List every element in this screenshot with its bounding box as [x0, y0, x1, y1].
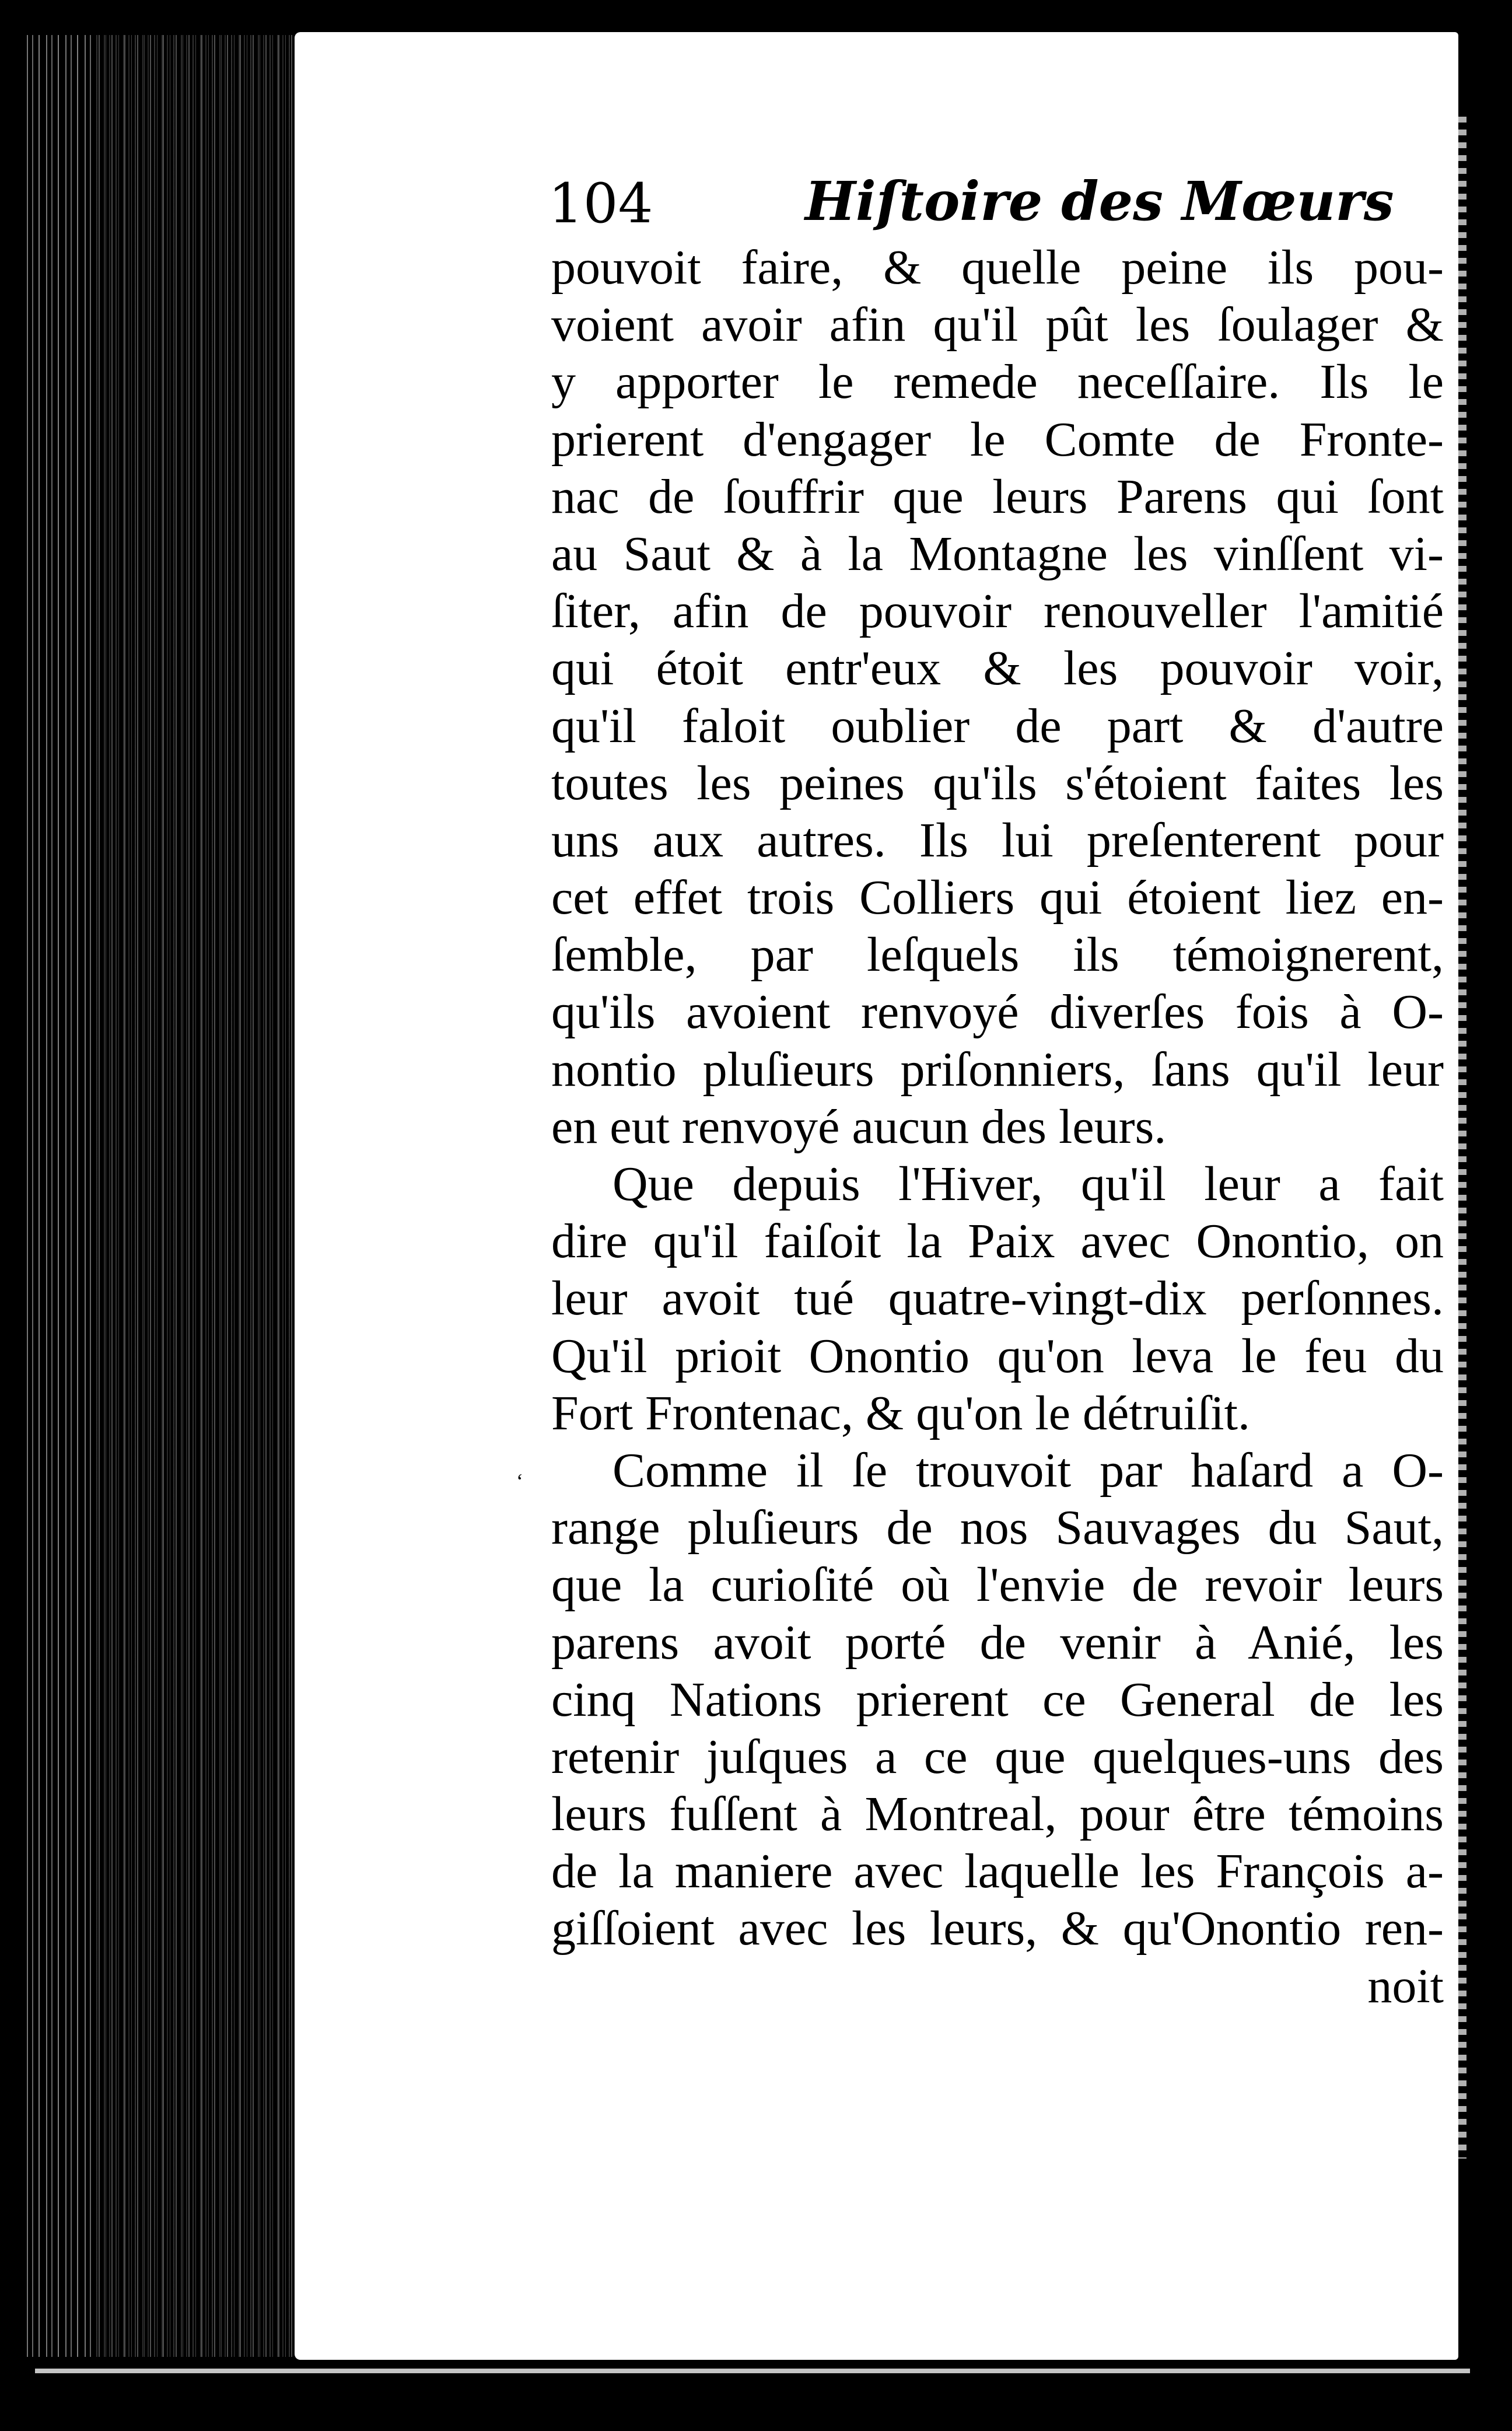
- text-line: ſemble, par leſquels ils témoignerent,: [551, 928, 1444, 982]
- text-line: Fort Frontenac, & qu'on le détruiſit.: [551, 1386, 1250, 1440]
- text-line: pouvoit faire, & quelle peine ils pou-: [551, 240, 1444, 295]
- text-line: uns aux autres. Ils lui preſenterent pour: [551, 813, 1444, 868]
- text-line: de la maniere avec laquelle les François a-: [551, 1844, 1444, 1899]
- text-line: range pluſieurs de nos Sauvages du Saut,: [551, 1500, 1444, 1555]
- text-line: en eut renvoyé aucun des leurs.: [551, 1099, 1167, 1154]
- text-line: Qu'il prioit Onontio qu'on leva le feu du: [551, 1328, 1444, 1383]
- text-line: qui étoit entr'eux & les pouvoir voir,: [551, 641, 1444, 696]
- text-line: cet effet trois Colliers qui étoient liez en-: [551, 870, 1444, 925]
- text-line: qu'ils avoient renvoyé diverſes fois à O-: [551, 985, 1444, 1040]
- text-line: leurs fuſſent à Montreal, pour être témoins: [551, 1787, 1444, 1842]
- bottom-page-edge: [35, 2369, 1470, 2373]
- text-line: giſſoient avec les leurs, & qu'Onontio ren-: [551, 1901, 1444, 1956]
- text-line: retenir juſques a ce que quelques-uns des: [551, 1729, 1444, 1784]
- text-line: voient avoir afin qu'il pût les ſoulager &: [551, 298, 1444, 352]
- text-line: au Saut & à la Montagne les vinſſent vi-: [551, 526, 1444, 581]
- body-text: [551, 239, 1444, 2015]
- text-line: ſiter, afin de pouvoir renouveller l'amitié: [551, 584, 1444, 639]
- text-line: leur avoit tué quatre-vingt-dix perſonnes.: [551, 1271, 1444, 1326]
- right-page-edge: [1458, 117, 1466, 2159]
- page-number: 104: [548, 172, 653, 236]
- text-line: nac de ſouffrir que leurs Parens qui ſont: [551, 469, 1444, 524]
- catchword: noit: [1367, 1958, 1444, 2013]
- text-line: Que depuis l'Hiver, qu'il leur a fait: [612, 1157, 1444, 1211]
- running-head: Hiſtoire des Mœurs: [805, 170, 1394, 233]
- text-line: nontio pluſieurs priſonniers, ſans qu'il leur: [551, 1042, 1444, 1097]
- text-line: cinq Nations prierent ce General de les: [551, 1672, 1444, 1727]
- text-line: qu'il faloit oublier de part & d'autre: [551, 698, 1444, 753]
- text-line: toutes les peines qu'ils s'étoient faites les: [551, 755, 1444, 810]
- text-line: parens avoit porté de venir à Anié, les: [551, 1615, 1444, 1670]
- text-line: Comme il ſe trouvoit par haſard a O-: [612, 1443, 1444, 1498]
- page-header: [548, 166, 1482, 248]
- text-line: dire qu'il faiſoit la Paix avec Onontio, on: [551, 1214, 1444, 1269]
- text-line: prierent d'engager le Comte de Fronte-: [551, 412, 1444, 467]
- text-line: y apporter le remede neceſſaire. Ils le: [551, 355, 1444, 410]
- page-stack-inner-edge: [93, 35, 298, 2357]
- margin-mark: ‘: [516, 1470, 523, 1493]
- page-stack-edge: [23, 35, 298, 2357]
- text-line: que la curioſité où l'envie de revoir leurs: [551, 1558, 1444, 1612]
